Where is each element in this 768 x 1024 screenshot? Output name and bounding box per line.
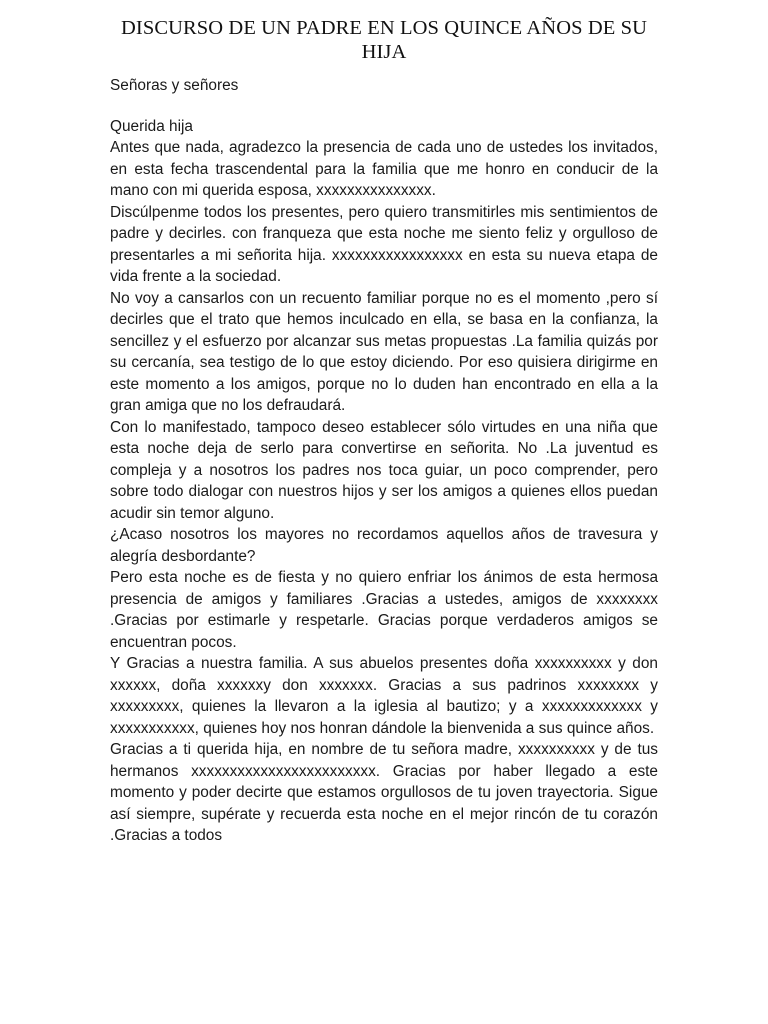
paragraph-5: ¿Acaso nosotros los mayores no recordamos aquellos años de travesura y alegría desbordante? bbox=[110, 526, 658, 565]
paragraph-3: No voy a cansarlos con un recuento familiar porque no es el momento ,pero sí decirles que el trato que hemos inculcado en ella, se basa en la confianza, la sencillez y el esfuerzo por alcanzar sus metas propuestas .La familia quizás por su cercanía, sea testigo de lo que estoy diciendo. Por eso quisiera dirigirme en este momento a los amigos, porque no lo duden han encontrado en ella a la gran amiga que no los defraudará. bbox=[110, 289, 658, 414]
greeting: Señoras y señores bbox=[110, 77, 239, 94]
title-line-2: HIJA bbox=[361, 41, 407, 63]
paragraph-6: Pero esta noche es de fiesta y no quiero enfriar los ánimos de esta hermosa presencia de amigos y familiares .Gracias a ustedes, amigos de xxxxxxxx .Gracias por estimarle y respetarle. Gracias porque verdaderos amigos se encuentran pocos. bbox=[110, 569, 658, 651]
paragraph-1: Antes que nada, agradezco la presencia de cada uno de ustedes los invitados, en esta fecha trascendental para la familia que me honro en conducir de la mano con mi querida esposa, xxxxxxxxxxxxxxx. bbox=[110, 139, 658, 199]
paragraph-7: Y Gracias a nuestra familia. A sus abuelos presentes doña xxxxxxxxxx y don xxxxxx, doña xxxxxxy don xxxxxxx. Gracias a sus padrinos xxxxxxxx y xxxxxxxxx, quienes la llevaron a la iglesia al bautizo; y a xxxxxxxxxxxxx y xxxxxxxxxxx, quienes hoy nos honran dándole la bienvenida a sus quince años. bbox=[110, 655, 658, 737]
paragraph-8: Gracias a ti querida hija, en nombre de tu señora madre, xxxxxxxxxx y de tus hermanos xxxxxxxxxxxxxxxxxxxxxxxx. Gracias por haber llegado a este momento y poder decirte que estamos orgullosos de tu joven trayectoria. Sigue así siempre, supérate y recuerda esta noche en el mejor rincón de tu corazón .Gracias a todos bbox=[110, 741, 658, 844]
paragraph-4: Con lo manifestado, tampoco deseo establecer sólo virtudes en una niña que esta noche deja de serlo para convertirse en señorita. No .La juventud es compleja y a nosotros los padres nos toca guiar, un poco comprender, pero sobre todo dialogar con nuestros hijos y ser los amigos a quienes ellos puedan acudir sin temor alguno. bbox=[110, 418, 658, 522]
title-line-1: DISCURSO DE UN PADRE EN LOS QUINCE AÑOS DE SU bbox=[121, 17, 647, 39]
paragraph-2: Discúlpenme todos los presentes, pero quiero transmitirles mis sentimientos de padre y decirles. con franqueza que esta noche me siento feliz y orgulloso de presentarles a mi señorita hija. xxxxxxxxxxxxxxxxx en esta su nueva etapa de vida frente a la sociedad. bbox=[110, 203, 658, 285]
speech-body bbox=[110, 75, 658, 847]
salutation: Querida hija bbox=[110, 117, 193, 135]
document-title bbox=[90, 16, 678, 64]
